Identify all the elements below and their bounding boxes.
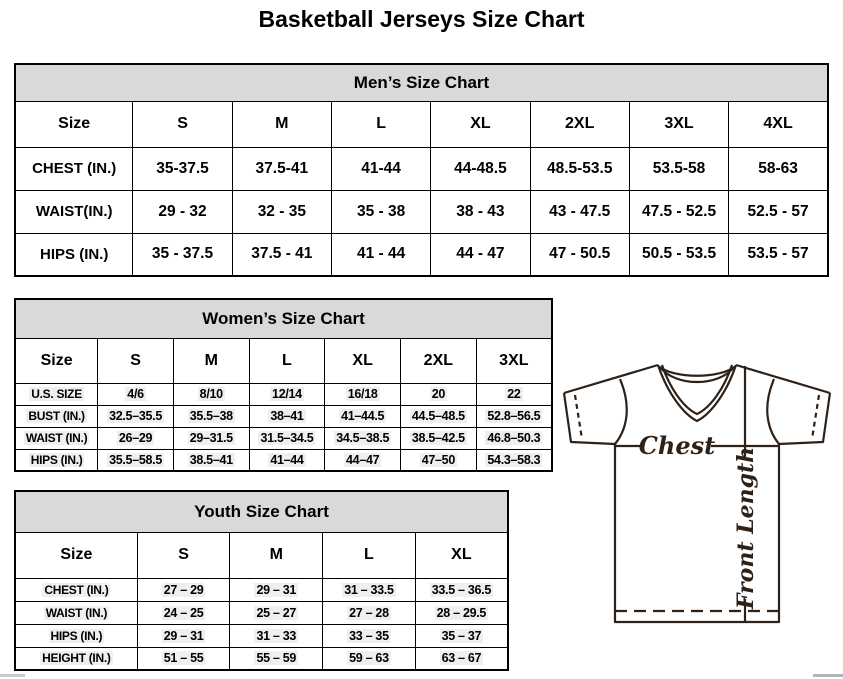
- size-cell: [173, 427, 249, 449]
- size-cell: 43 - 47.5: [530, 190, 629, 233]
- row-label-text: CHEST (IN.): [44, 582, 109, 597]
- womens-col-header-3xl: 3XL: [476, 338, 552, 383]
- size-cell: 52.5 - 57: [729, 190, 828, 233]
- size-cell: [230, 601, 323, 624]
- cell-text: 44–47: [346, 452, 380, 467]
- cell-text: 35 – 37: [441, 628, 482, 643]
- mens-col-header-3xl: 3XL: [629, 101, 728, 147]
- table-row: [15, 190, 828, 233]
- table-row: [15, 624, 508, 647]
- page-title: Basketball Jerseys Size Chart: [258, 6, 585, 32]
- size-cell: [415, 601, 508, 624]
- cell-text: 24 – 25: [163, 605, 204, 620]
- youth-col-header-l: L: [323, 532, 416, 578]
- size-cell: [137, 578, 230, 601]
- jersey-right-shoulder-line: [736, 365, 830, 393]
- cell-text: 38.5–42.5: [411, 431, 465, 445]
- cell-text: 41–44: [270, 452, 304, 467]
- cell-text: 27 – 28: [349, 605, 389, 620]
- size-cell: 41-44: [331, 147, 430, 190]
- size-cell: [323, 647, 416, 670]
- jersey-collar-outer-v: [658, 365, 736, 421]
- cell-text: 55 – 59: [256, 651, 297, 666]
- cell-text: 29–31.5: [189, 431, 233, 445]
- youth-col-header-m: M: [230, 532, 323, 578]
- table-row: [15, 601, 508, 624]
- mens-col-header-4xl: 4XL: [729, 101, 828, 147]
- size-cell: [325, 383, 401, 405]
- womens-col-header-s: S: [98, 338, 174, 383]
- size-cell: [98, 383, 174, 405]
- jersey-left-shoulder-line: [564, 365, 658, 393]
- row-label-waist: [15, 427, 98, 449]
- size-cell: [415, 624, 508, 647]
- cell-text: 4/6: [127, 387, 144, 401]
- size-cell: [173, 449, 249, 471]
- row-label-chest: CHEST (IN.): [15, 147, 133, 190]
- row-label-text: WAIST (IN.): [25, 431, 88, 445]
- mens-col-header-l: L: [331, 101, 430, 147]
- row-label-hips: [15, 624, 137, 647]
- row-label-chest: [15, 578, 137, 601]
- womens-table-title: Women’s Size Chart: [15, 299, 552, 338]
- row-label-waist: [15, 601, 137, 624]
- cell-text: 27 – 29: [163, 582, 204, 597]
- size-cell: [415, 578, 508, 601]
- size-cell: [98, 449, 174, 471]
- size-cell: [401, 427, 477, 449]
- size-cell: [249, 405, 325, 427]
- size-cell: [137, 647, 230, 670]
- mens-col-header-s: S: [133, 101, 232, 147]
- size-cell: 35 - 38: [331, 190, 430, 233]
- size-cell: [98, 427, 174, 449]
- mens-size-table: [14, 63, 829, 277]
- cell-text: 33 – 35: [349, 628, 389, 643]
- womens-col-header-xl: XL: [325, 338, 401, 383]
- size-cell: [230, 624, 323, 647]
- cell-text: 28 – 29.5: [436, 605, 487, 620]
- cell-text: 20: [431, 387, 445, 401]
- table-row: [15, 383, 552, 405]
- mens-col-header-m: M: [232, 101, 331, 147]
- cell-text: 63 – 67: [441, 651, 482, 666]
- size-cell: [476, 427, 552, 449]
- womens-col-header-2xl: 2XL: [401, 338, 477, 383]
- horizontal-scrollbar-fragment-left[interactable]: [0, 674, 25, 677]
- size-cell: 44-48.5: [431, 147, 530, 190]
- size-cell: [230, 578, 323, 601]
- size-cell: 44 - 47: [431, 233, 530, 276]
- size-cell: 37.5 - 41: [232, 233, 331, 276]
- front-length-label: Front Length: [733, 446, 759, 610]
- size-cell: [401, 405, 477, 427]
- row-label-text: WAIST (IN.): [45, 605, 108, 620]
- row-label-height: [15, 647, 137, 670]
- table-row: [15, 427, 552, 449]
- cell-text: 38–41: [270, 409, 304, 423]
- cell-text: 22: [507, 387, 521, 401]
- row-label-text: HIPS (IN.): [30, 452, 83, 467]
- youth-col-header-s: S: [137, 532, 230, 578]
- cell-text: 38.5–41: [189, 452, 233, 467]
- cell-text: 31.5–34.5: [260, 431, 314, 445]
- table-row: [15, 647, 508, 670]
- cell-text: 47–50: [421, 452, 455, 467]
- size-cell: 35-37.5: [133, 147, 232, 190]
- size-cell: 38 - 43: [431, 190, 530, 233]
- size-cell: [137, 624, 230, 647]
- cell-text: 29 – 31: [256, 582, 297, 597]
- row-label-text: BUST (IN.): [28, 409, 85, 423]
- row-label-bust: [15, 405, 98, 427]
- womens-size-table: [14, 298, 553, 472]
- cell-text: 44.5–48.5: [411, 409, 465, 423]
- size-cell: [173, 405, 249, 427]
- size-cell: [401, 449, 477, 471]
- size-cell: [249, 449, 325, 471]
- size-cell: 50.5 - 53.5: [629, 233, 728, 276]
- mens-size-header: Size: [15, 101, 133, 147]
- jersey-left-sleeve-outline: [564, 393, 615, 444]
- size-cell: [173, 383, 249, 405]
- cell-text: 33.5 – 36.5: [431, 582, 492, 597]
- youth-table-title: Youth Size Chart: [15, 491, 508, 532]
- cell-text: 51 – 55: [163, 651, 204, 666]
- cell-text: 35.5–38: [189, 409, 233, 423]
- size-cell: 41 - 44: [331, 233, 430, 276]
- size-cell: 58-63: [729, 147, 828, 190]
- size-cell: 53.5-58: [629, 147, 728, 190]
- mens-table-title: Men’s Size Chart: [15, 64, 828, 101]
- mens-col-header-xl: XL: [431, 101, 530, 147]
- row-label-hips: [15, 449, 98, 471]
- row-label-us-size: [15, 383, 98, 405]
- cell-text: 35.5–58.5: [109, 452, 162, 467]
- cell-text: 41–44.5: [341, 409, 385, 423]
- jersey-left-armhole-seam: [615, 379, 627, 444]
- size-cell: [415, 647, 508, 670]
- cell-text: 29 – 31: [163, 628, 204, 643]
- row-label-text: HIPS (IN.): [50, 628, 103, 643]
- jersey-right-armhole-seam: [767, 379, 779, 444]
- size-cell: 53.5 - 57: [729, 233, 828, 276]
- size-cell: 48.5-53.5: [530, 147, 629, 190]
- size-cell: [137, 601, 230, 624]
- size-cell: 35 - 37.5: [133, 233, 232, 276]
- row-label-hips: HIPS (IN.): [15, 233, 133, 276]
- cell-text: 31 – 33: [256, 628, 297, 643]
- row-label-text: HEIGHT (IN.): [42, 651, 111, 666]
- womens-size-header: Size: [15, 338, 98, 383]
- size-cell: 37.5-41: [232, 147, 331, 190]
- youth-size-table: [14, 490, 509, 671]
- horizontal-scrollbar-fragment-right[interactable]: [813, 674, 843, 677]
- cell-text: 52.8–56.5: [487, 409, 541, 423]
- size-cell: 47 - 50.5: [530, 233, 629, 276]
- cell-text: 54.3–58.3: [487, 452, 541, 467]
- cell-text: 26–29: [118, 431, 153, 445]
- size-cell: [401, 383, 477, 405]
- table-row: [15, 233, 828, 276]
- size-cell: 47.5 - 52.5: [629, 190, 728, 233]
- size-cell: [476, 405, 552, 427]
- size-cell: [476, 383, 552, 405]
- size-cell: [325, 405, 401, 427]
- cell-text: 34.5–38.5: [336, 431, 390, 445]
- row-label-waist: WAIST(IN.): [15, 190, 133, 233]
- jersey-collar-back-arc-2: [660, 367, 734, 382]
- cell-text: 12/14: [272, 387, 302, 401]
- jersey-left-cuff-dashed-line: [575, 395, 582, 439]
- cell-text: 59 – 63: [349, 651, 389, 666]
- size-cell: [323, 624, 416, 647]
- size-cell: [98, 405, 174, 427]
- youth-size-header: Size: [15, 532, 137, 578]
- size-cell: 32 - 35: [232, 190, 331, 233]
- table-row: [15, 147, 828, 190]
- table-row: [15, 449, 552, 471]
- cell-text: 8/10: [199, 387, 223, 401]
- cell-text: 16/18: [347, 387, 378, 401]
- size-cell: [249, 427, 325, 449]
- size-cell: [230, 647, 323, 670]
- womens-col-header-l: L: [249, 338, 325, 383]
- size-cell: 29 - 32: [133, 190, 232, 233]
- mens-col-header-2xl: 2XL: [530, 101, 629, 147]
- size-cell: [325, 427, 401, 449]
- cell-text: 32.5–35.5: [109, 409, 162, 423]
- table-row: [15, 578, 508, 601]
- cell-text: 25 – 27: [256, 605, 297, 620]
- table-row: [15, 405, 552, 427]
- chest-label: Chest: [638, 431, 716, 460]
- cell-text: 31 – 33.5: [344, 582, 394, 597]
- jersey-diagram: [558, 360, 840, 662]
- womens-col-header-m: M: [173, 338, 249, 383]
- size-cell: [323, 601, 416, 624]
- cell-text: 46.8–50.3: [487, 431, 541, 445]
- size-cell: [249, 383, 325, 405]
- jersey-right-cuff-dashed-line: [812, 395, 819, 439]
- row-label-text: U.S. SIZE: [31, 387, 82, 401]
- youth-col-header-xl: XL: [415, 532, 508, 578]
- size-cell: [323, 578, 416, 601]
- size-cell: [476, 449, 552, 471]
- jersey-right-sleeve-outline: [779, 393, 830, 444]
- size-cell: [325, 449, 401, 471]
